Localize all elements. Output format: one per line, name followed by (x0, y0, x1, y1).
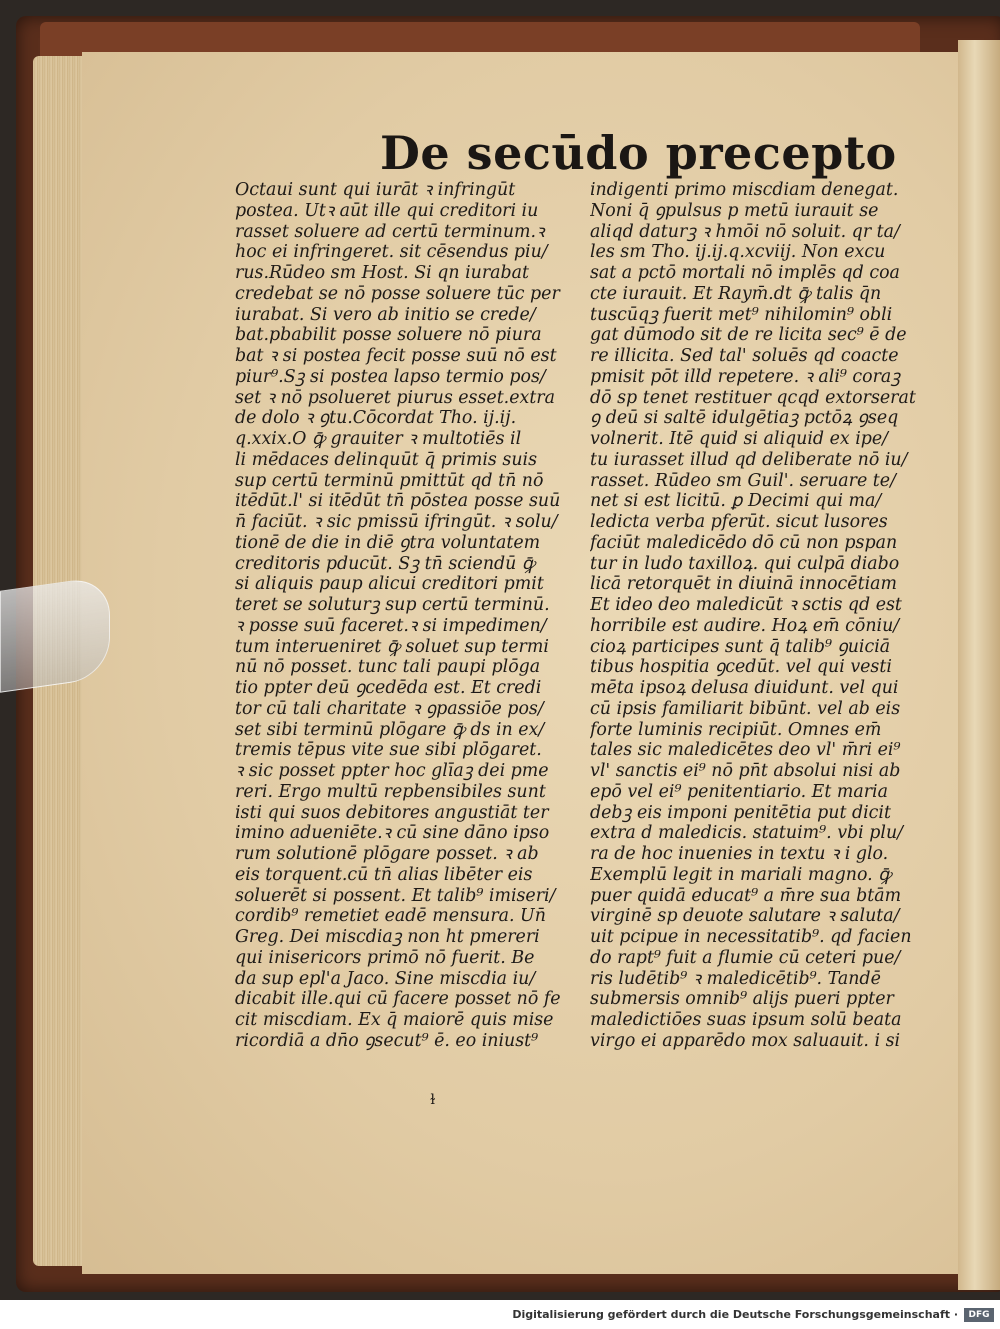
text-line: ꝛ sic posset ppter hoc glīaꝫ dei pme (235, 761, 549, 781)
text-line: piur⁹.Sꝫ si postea lapso termio pos/ (235, 366, 546, 387)
text-line: mēta ipsoꝝ delusa diuidunt. vel qui (590, 678, 899, 698)
text-line: tionē de die in diē ꝯtra voluntatem (235, 532, 541, 553)
text-line: tu iurasset illud qd deliberate nō iu/ (590, 449, 908, 470)
text-line: tibus hospitia ꝯcedūt. vel qui vesti (590, 657, 892, 678)
text-line: ricordiā a dn̄o ꝯsecut⁹ ē. eo iniust⁹ (235, 1030, 539, 1051)
text-line: dō sp tenet restituer qcqd extorserat (590, 387, 916, 408)
text-line: sat a pctō mortali nō implēs qd coa (590, 263, 900, 283)
text-line: tuscūqꝫ fuerit met⁹ nihilomin⁹ obli (590, 304, 893, 325)
page-gutter (958, 40, 1000, 1290)
text-line: creditoris pducūt. Sꝫ tn̄ sciendū ꝙ̄ (235, 553, 535, 574)
text-line: maledictiōes suas ipsum solū beata (590, 1010, 902, 1030)
text-line: faciūt maledicēdo dō cū non pspan (590, 532, 898, 553)
text-line: teret se soluturꝫ sup certū terminū. (235, 595, 550, 615)
text-line: tor cū tali charitate ꝛ ꝯpassiōe pos/ (235, 698, 544, 719)
text-line: net si est licitū. ꝑ Decimi qui ma/ (590, 491, 882, 512)
text-line: extra d maledicis. statuim⁹. vbi plu/ (590, 823, 903, 844)
dfg-logo: DFG (964, 1308, 994, 1322)
text-line: pmisit pōt illd repetere. ꝛ ali⁹ coraꝫ (590, 366, 901, 387)
text-line: rasset soluere ad certū terminum.ꝛ (235, 221, 545, 242)
text-line: puer quidā educat⁹ a m̄re sua btām (590, 885, 902, 906)
text-line: postea. Utꝛ aūt ille qui creditori iu (235, 200, 539, 221)
text-line: volnerit. Itē quid si aliquid ex ipe/ (590, 429, 889, 449)
text-line: cte iurauit. Et Raym̄.dt ꝙ̄ talis q̄n (590, 283, 882, 304)
text-line: epō vel ei⁹ penitentiario. Et maria (590, 781, 888, 802)
text-line: ledicta verba pferūt. sicut lusores (590, 512, 888, 532)
text-line: sup certū terminū pmittūt qd tn̄ nō (235, 470, 544, 491)
text-line: bat ꝛ si postea fecit posse suū nō est (235, 346, 557, 366)
text-line: licā retorquēt in diuinā innocētiam (590, 574, 897, 595)
text-line: uit pcipue in necessitatib⁹. qd facien (590, 927, 912, 947)
text-line: do rapt⁹ fuit a flumie cū ceteri pue/ (590, 947, 901, 968)
text-line: soluerēt si possent. Et talib⁹ imiseri/ (235, 885, 556, 906)
text-line: tur in ludo taxilloꝝ. qui culpā diabo (590, 553, 900, 574)
text-line: debꝫ eis imponi penitētia put dicit (590, 802, 891, 823)
text-line: si aliquis paup alicui creditori pmit (235, 574, 544, 595)
text-line: virginē sp deuote salutare ꝛ saluta/ (590, 906, 900, 927)
text-line: forte luminis recipiūt. Omnes em̄ (590, 719, 882, 740)
text-line: Octaui sunt qui iurāt ꝛ infringūt (235, 180, 516, 200)
text-line: set sibi terminū plōgare ꝙ̄ ds in ex/ (235, 719, 545, 740)
text-line: n̄ faciūt. ꝛ sic pmissū ifringūt. ꝛ solu/ (235, 512, 558, 532)
book-cover-top-edge (40, 22, 920, 56)
text-line: tio ppter deū ꝯcedēda est. Et credi (235, 678, 542, 698)
text-line: qui inisericors primō nō fuerit. Be (235, 947, 535, 968)
text-line: gat dūmodo sit de re licita sec⁹ ē de (590, 325, 907, 346)
text-line: Exemplū legit in mariali magno. ꝙ̄ (590, 864, 892, 885)
text-line: nū nō posset. tunc tali paupi plōga (235, 657, 541, 678)
text-line: les sm Tho. ij.ij.q.xcviij. Non excu (590, 242, 886, 263)
text-line: ra de hoc inuenies in textu ꝛ i glo. (590, 844, 889, 864)
text-line: rum solutionē plōgare posset. ꝛ ab (235, 844, 539, 864)
text-line: dicabit ille.qui cū facere posset nō fe (235, 989, 561, 1010)
printer-mark: ɫ (430, 1092, 436, 1108)
text-line: ꝯ deū si saltē idulgētiaꝫ pctōꝝ ꝯseq (590, 408, 899, 429)
text-line: tremis tēpus vite sue sibi plōgaret. (235, 740, 542, 761)
text-line: credebat se nō posse soluere tūc per (235, 283, 560, 304)
left-text-column (235, 180, 570, 1052)
text-line: cioꝝ participes sunt q̄ talib⁹ ꝯuiciā (590, 636, 891, 657)
text-line: ꝛ posse suū faceret.ꝛ si impedimen/ (235, 615, 547, 636)
page-header: De secūdo precepto (380, 126, 897, 180)
funding-credit: Digitalisierung gefördert durch die Deutsche Forschungsgemeinschaft · (512, 1308, 958, 1321)
text-line: tum interueniret ꝙ̄ soluet sup termi (235, 636, 549, 657)
text-line: set ꝛ nō psolueret piurus esset.extra (235, 387, 555, 408)
text-line: cordib⁹ remetiet eadē mensura. Un̄ (235, 906, 546, 927)
text-line: rus.Rūdeo sm Host. Si qn iurabat (235, 263, 530, 283)
text-line: ris ludētib⁹ ꝛ maledicētib⁹. Tandē (590, 968, 881, 989)
text-line: virgo ei apparēdo mox saluauit. i si (590, 1030, 901, 1051)
text-line: vl' sanctis ei⁹ nō pn̄t absolui nisi ab (590, 761, 901, 781)
text-line: aliqd daturꝫ ꝛ hmōi nō soluit. qr ta/ (590, 221, 900, 242)
text-line: Noni q̄ ꝯpulsus p metū iurauit se (590, 200, 879, 221)
text-line: reri. Ergo multū repbensibiles sunt (235, 781, 546, 802)
text-line: da sup epl'a Jaco. Sine miscdia iu/ (235, 968, 536, 989)
text-line: li mēdaces delinquūt q̄ primis suis (235, 449, 538, 470)
right-text-column (590, 180, 925, 1052)
text-line: cit miscdiam. Ex q̄ maiorē quis mise (235, 1010, 554, 1030)
text-line: q.xxix.O ꝙ̄ grauiter ꝛ multotiēs il (235, 429, 522, 449)
text-line: submersis omnib⁹ alijs pueri ppter (590, 989, 894, 1010)
text-line: re illicita. Sed tal' soluēs qd coacte (590, 346, 899, 366)
text-line: de dolo ꝛ ꝯtu.Cōcordat Tho. ij.ij. (235, 408, 517, 429)
text-line: horribile est audire. Hoꝝ em̄ cōniu/ (590, 615, 900, 636)
text-line: imino adueniēte.ꝛ cū sine dāno ipso (235, 823, 550, 844)
text-line: cū ipsis familiarit bibūnt. vel ab eis (590, 698, 901, 719)
text-line: eis torquent.cū tn̄ alias libēter eis (235, 864, 533, 885)
text-line: rasset. Rūdeo sm Guil'. seruare te/ (590, 470, 896, 491)
text-line: tales sic maledicētes deo vl' m̄ri ei⁹ (590, 740, 901, 761)
text-line: hoc ei infringeret. sit cēsendus piu/ (235, 242, 548, 263)
footer-bar (0, 1300, 1000, 1329)
text-line: isti qui suos debitores angustiāt ter (235, 802, 549, 823)
text-line: bat.pbabilit posse soluere nō piura (235, 325, 542, 346)
text-line: iurabat. Si vero ab initio se crede/ (235, 304, 536, 325)
text-line: itēdūt.l' si itēdūt tn̄ pōstea posse suū (235, 491, 561, 512)
text-line: Et ideo deo maledicūt ꝛ sctis qd est (590, 595, 902, 615)
text-line: Greg. Dei miscdiaꝫ non ht pmereri (235, 927, 540, 947)
text-line: indigenti primo miscdiam denegat. (590, 180, 899, 200)
